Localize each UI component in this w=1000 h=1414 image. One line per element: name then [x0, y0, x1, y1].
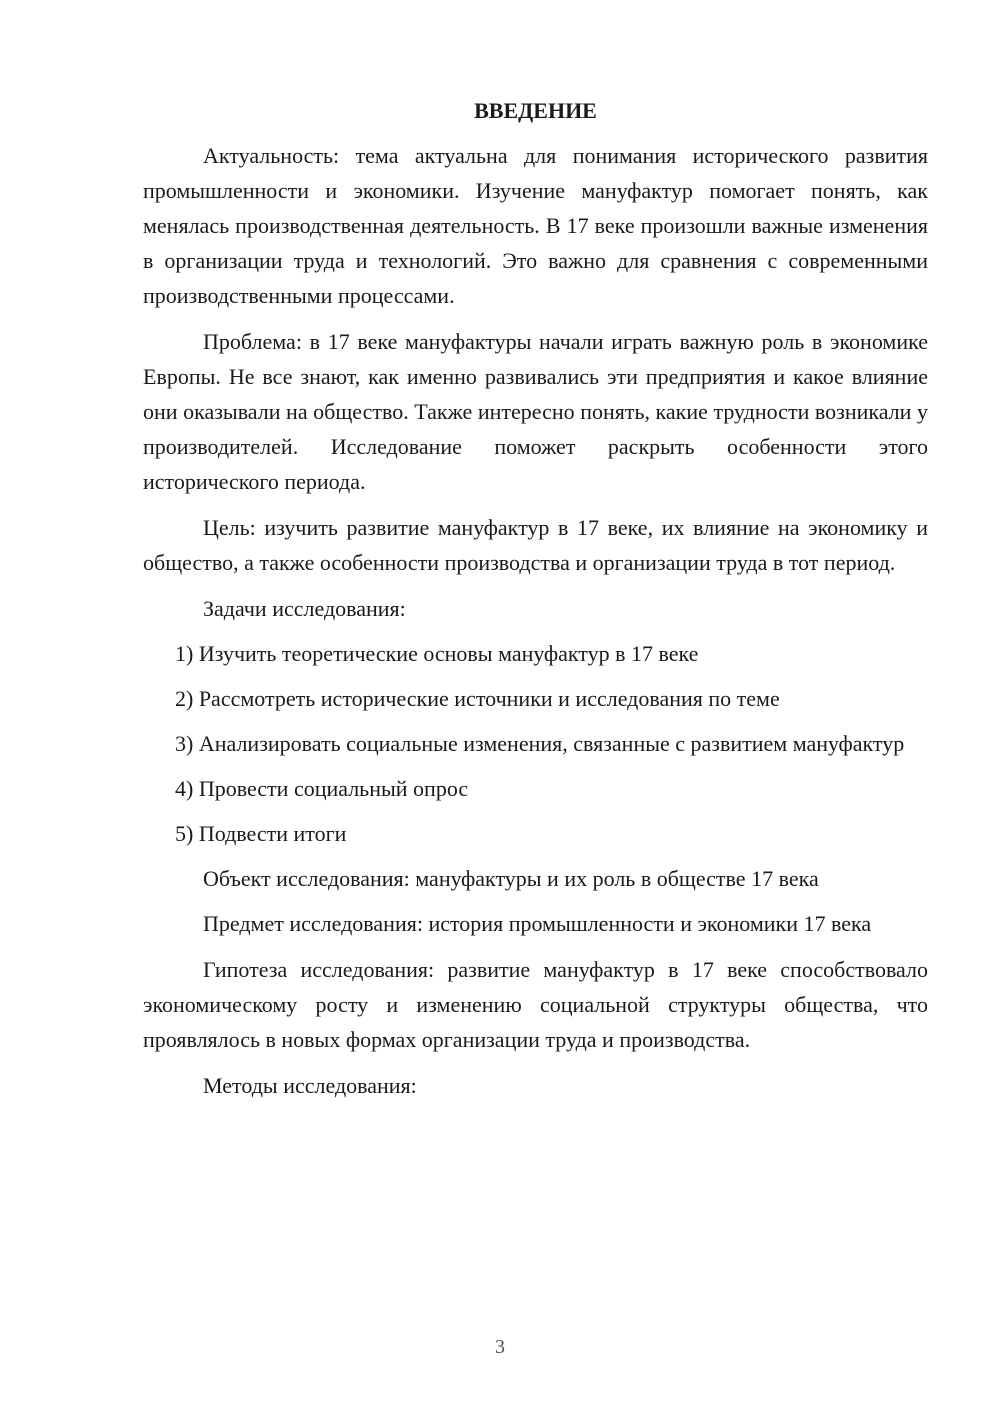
list-item: 3) Анализировать социальные изменения, связанные с развитием мануфактур — [175, 731, 905, 756]
list-item: 5) Подвести итоги — [175, 821, 347, 846]
section-title: ВВЕДЕНИЕ — [474, 98, 597, 123]
goal-paragraph: Цель: изучить развитие мануфактур в 17 веке, их влияние на экономику и общество, а также особенности производства и организации труда в тот период. — [143, 515, 928, 575]
problem-paragraph: Проблема: в 17 веке мануфактуры начали играть важную роль в экономике Европы. Не все знают, как именно развивались эти предприятия и какое влияние они оказывали на общество. Также интересно понять, какие трудности возникали у производителей. Исследование поможет раскрыть особенности этого исторического периода. — [143, 329, 928, 494]
object-paragraph: Объект исследования: мануфактуры и их роль в обществе 17 века — [203, 866, 819, 891]
page-number: 3 — [495, 1336, 505, 1358]
document-page — [143, 93, 928, 1113]
relevance-paragraph: Актуальность: тема актуальна для понимания исторического развития промышленности и экономики. Изучение мануфактур помогает понять, как менялась производственная деятельность. В 17 веке произошли важные изменения в организации труда и технологий. Это важно для сравнения с современными производственными процессами. — [143, 143, 928, 308]
hypothesis-paragraph: Гипотеза исследования: развитие мануфактур в 17 веке способствовало экономическому росту и изменению социальной структуры общества, что проявлялось в новых формах организации труда и производства. — [143, 957, 928, 1052]
list-item: 4) Провести социальный опрос — [175, 776, 469, 801]
subject-paragraph: Предмет исследования: история промышленности и экономики 17 века — [203, 911, 872, 936]
list-item: 1) Изучить теоретические основы мануфактур в 17 веке — [175, 641, 699, 666]
list-item: 2) Рассмотреть исторические источники и исследования по теме — [175, 686, 780, 711]
methods-heading: Методы исследования: — [203, 1073, 417, 1098]
tasks-heading: Задачи исследования: — [203, 596, 406, 621]
tasks-list — [143, 636, 928, 851]
